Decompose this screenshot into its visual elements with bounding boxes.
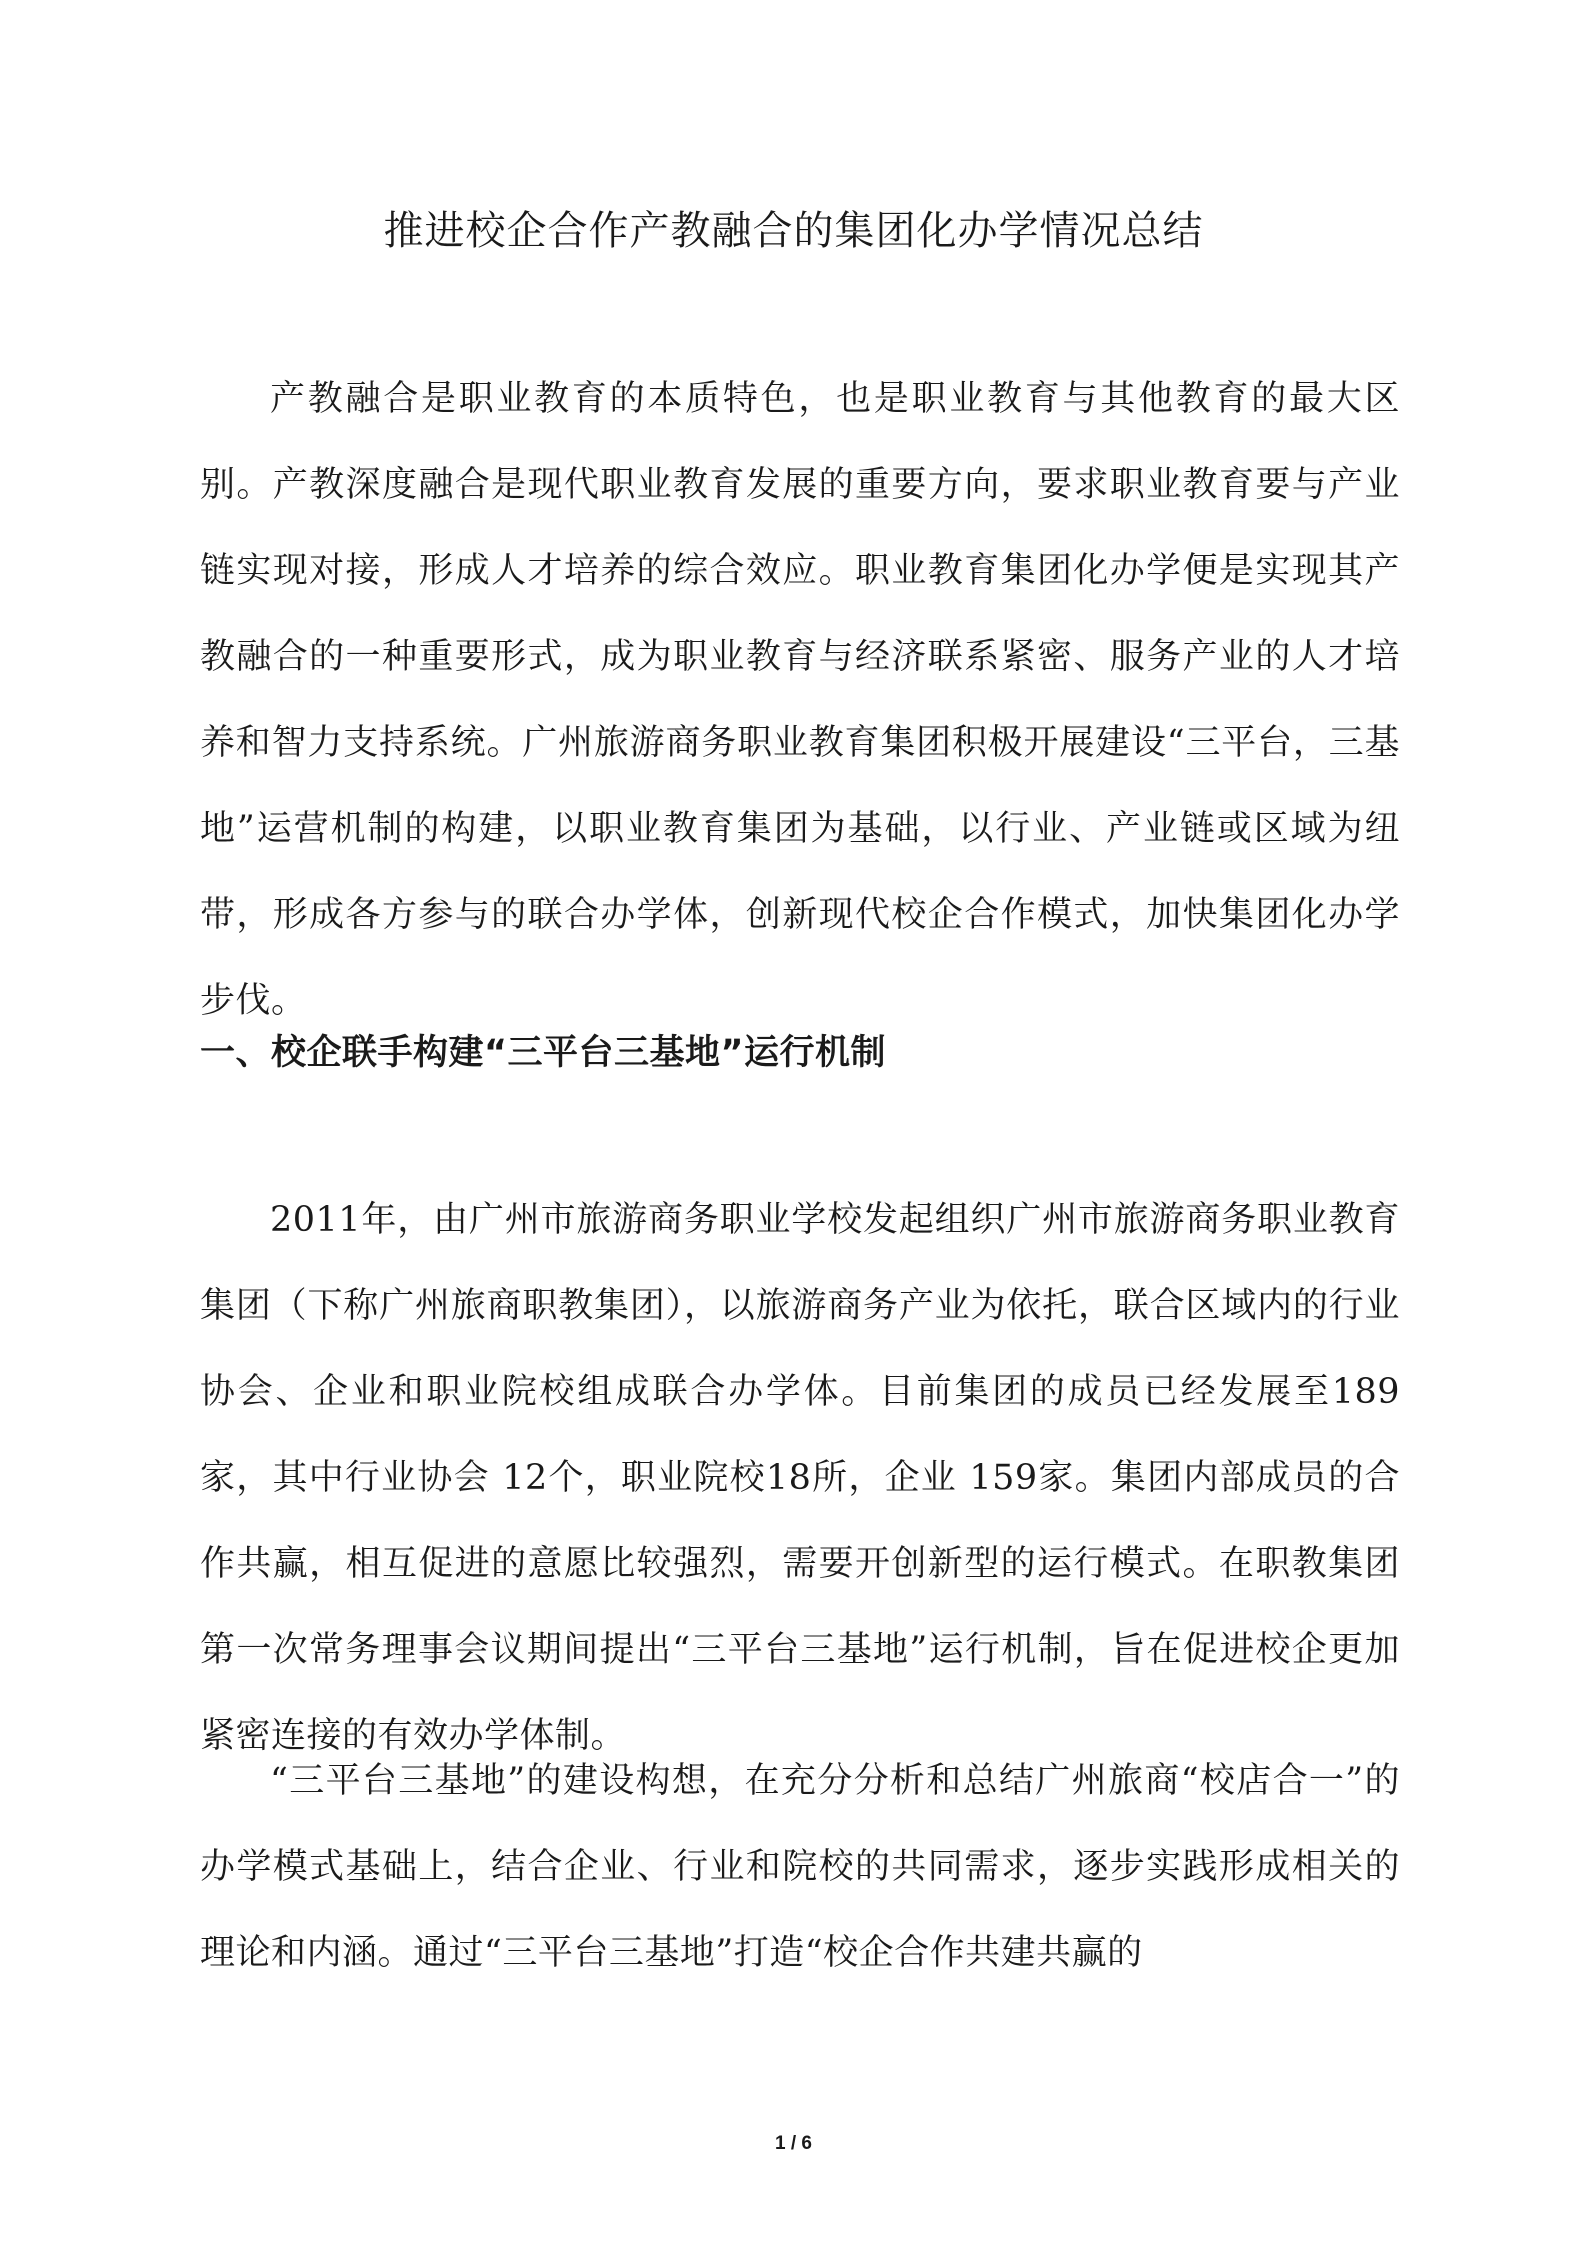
body-paragraph: 2011年，由广州市旅游商务职业学校发起组织广州市旅游商务职业教育集团（下称广州旅商职教集团），以旅游商务产业为依托，联合区域内的行业协会、企业和职业院校组成联合办学体。目前集团的成员已经发展至189家，其中行业协会 12个，职业院校18所，企业 159家。集团内部成员的合作共赢，相互促进的意愿比较强烈，需要开创新型的运行模式。在职教集团第一次常务理事会议期间提出“三平台三基地”运行机制，旨在促进校企更加紧密连接的有效办学体制。	[200, 1200, 1400, 1756]
body-paragraph: “三平台三基地”的建设构想，在充分分析和总结广州旅商“校店合一”的办学模式基础上，结合企业、行业和院校的共同需求，逐步实践形成相关的理论和内涵。通过“三平台三基地”打造“校企合作共建共赢的	[200, 1761, 1400, 1973]
page-number: 1 / 6	[775, 2133, 812, 2154]
intro-paragraph: 产教融合是职业教育的本质特色，也是职业教育与其他教育的最大区别。产教深度融合是现代职业教育发展的重要方向，要求职业教育要与产业链实现对接，形成人才培养的综合效应。职业教育集团化办学便是实现其产教融合的一种重要形式，成为职业教育与经济联系紧密、服务产业的人才培养和智力支持系统。广州旅游商务职业教育集团积极开展建设“三平台，三基地”运营机制的构建，以职业教育集团为基础，以行业、产业链或区域为纽带，形成各方参与的联合办学体，创新现代校企合作模式，加快集团化办学步伐。	[200, 379, 1400, 1021]
document-title: 推进校企合作产教融合的集团化办学情况总结	[383, 208, 1204, 254]
section-heading: 一、校企联手构建“三平台三基地”运行机制	[200, 1033, 887, 1073]
